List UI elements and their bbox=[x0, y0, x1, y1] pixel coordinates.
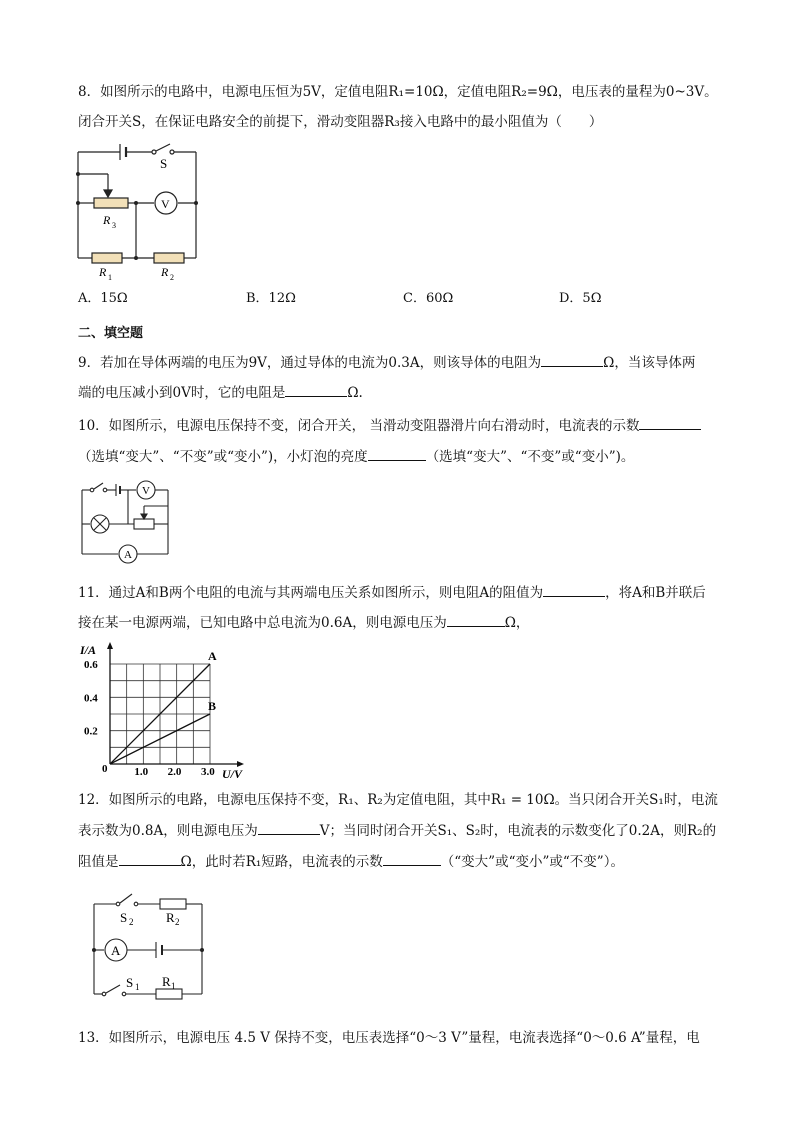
x-tick-label: 3.0 bbox=[201, 766, 215, 778]
q12-s1-subscript: 1 bbox=[135, 982, 140, 992]
series-label-B: B bbox=[208, 699, 217, 713]
y-axis-arrow bbox=[107, 642, 113, 649]
q12-s2-subscript: 2 bbox=[129, 917, 134, 927]
q8-r2-label: R bbox=[161, 265, 169, 279]
q8-r2-subscript: 2 bbox=[170, 273, 174, 282]
q11-chart bbox=[76, 638, 256, 783]
q10-text-line1: 10．如图所示，电源电压保持不变，闭合开关， 当滑动变阻器滑片向右滑动时，电流表的示数 bbox=[78, 415, 701, 436]
y-tick-label: 0.2 bbox=[84, 725, 98, 738]
q12-r1-subscript: 1 bbox=[171, 981, 176, 991]
q8-option-a[interactable]: A．15Ω bbox=[78, 291, 128, 306]
q12-r2-label: R bbox=[166, 910, 175, 925]
q12-text-line1: 12．如图所示的电路，电源电压保持不变，R₁、R₂为定值电阻，其中R₁ = 10Ω。当只闭合开关S₁时，电流 bbox=[78, 792, 718, 808]
q8-text-line2: 闭合开关S，在保证电路安全的前提下，滑动变阻器R₃接入电路中的最小阻值为（ ） bbox=[78, 114, 603, 130]
q11-chart-series bbox=[110, 649, 217, 764]
q10-ammeter-label: A bbox=[124, 549, 132, 561]
q12-blank-1[interactable] bbox=[258, 820, 320, 835]
q11-chart-axes bbox=[107, 642, 244, 767]
y-tick-label: 0.4 bbox=[84, 692, 98, 705]
q8-r1-subscript: 1 bbox=[108, 273, 112, 282]
q11-blank-2[interactable] bbox=[447, 612, 505, 627]
q12-ammeter-label: A bbox=[111, 943, 121, 958]
q9-blank-1[interactable] bbox=[541, 352, 603, 367]
q11-text-line2: 接在某一电源两端，已知电路中总电流为0.6A，则电源电压为 Ω， bbox=[78, 612, 529, 633]
q9-text-line1: 9．若加在导体两端的电压为9V，通过导体的电流为0.3A，则该导体的电阻为 Ω，当该导体两 bbox=[78, 352, 695, 373]
q8-option-d[interactable]: D．5Ω bbox=[559, 291, 602, 306]
q12-blank-2[interactable] bbox=[119, 851, 181, 866]
q8-r1-label: R bbox=[99, 265, 107, 279]
q8-text-line1: 8．如图所示的电路中，电源电压恒为5V，定值电阻R₁=10Ω，定值电阻R₂=9Ω，电压表的量程为0~3V。 bbox=[78, 84, 718, 100]
q8-voltmeter-label: V bbox=[161, 197, 170, 211]
q8-r3-label: R bbox=[103, 213, 111, 227]
q10-text-line2: （选填“变大”、“不变”或“变小”)，小灯泡的亮度 （选填“变大”、“不变”或“变小”)。 bbox=[78, 446, 634, 467]
q11-x-axis-label: U/V bbox=[222, 767, 243, 781]
q12-text-line3: 阻值是 Ω，此时若R₁短路，电流表的示数 （“变大”或“变小”或“不变”）。 bbox=[78, 851, 624, 872]
q10-blank-2[interactable] bbox=[368, 446, 426, 461]
q9-blank-2[interactable] bbox=[285, 382, 347, 397]
series-label-A: A bbox=[208, 649, 217, 663]
q11-blank-1[interactable] bbox=[543, 582, 605, 597]
q8-option-b[interactable]: B．12Ω bbox=[246, 291, 296, 306]
q10-voltmeter-label: V bbox=[142, 485, 150, 497]
q8-switch-label: S bbox=[160, 156, 168, 171]
q9-text-line2: 端的电压减小到0V时，它的电阻是 Ω. bbox=[78, 382, 363, 403]
q12-s1-label: S bbox=[126, 975, 134, 990]
x-tick-label: 2.0 bbox=[167, 766, 182, 778]
q12-r2-subscript: 2 bbox=[175, 917, 180, 927]
q12-text-line2: 表示数为0.8A，则电源电压为 V；当同时闭合开关S₁、S₂时，电流表的示数变化了0.2A，则R₂的 bbox=[78, 820, 716, 841]
q12-s2-label: S bbox=[120, 910, 128, 925]
q8-r3-subscript: 3 bbox=[112, 221, 116, 230]
q10-circuit-diagram bbox=[76, 476, 176, 566]
q8-circuit-diagram bbox=[70, 138, 210, 288]
q12-circuit-diagram bbox=[86, 886, 216, 1006]
q12-r1-label: R bbox=[162, 974, 171, 989]
section-heading: 二、填空题 bbox=[78, 326, 144, 341]
x-tick-label: 1.0 bbox=[134, 766, 149, 778]
q12-blank-3[interactable] bbox=[383, 851, 441, 866]
q8-option-c[interactable]: C．60Ω bbox=[403, 291, 454, 306]
q11-chart-ticks bbox=[84, 659, 215, 778]
q11-text-line1: 11．通过A和B两个电阻的电流与其两端电压关系如图所示，则电阻A的阻值为 ，将A和B并联后 bbox=[78, 582, 706, 603]
y-tick-label: 0.6 bbox=[84, 659, 98, 671]
q10-blank-1[interactable] bbox=[639, 415, 701, 430]
q13-text-line1: 13．如图所示，电源电压 4.5 V 保持不变，电压表选择“0～3 V”量程，电流表选择“0～0.6 A”量程，电 bbox=[78, 1030, 700, 1046]
q11-y-axis-label: I/A bbox=[80, 643, 97, 657]
q11-origin-label: 0 bbox=[102, 763, 108, 775]
